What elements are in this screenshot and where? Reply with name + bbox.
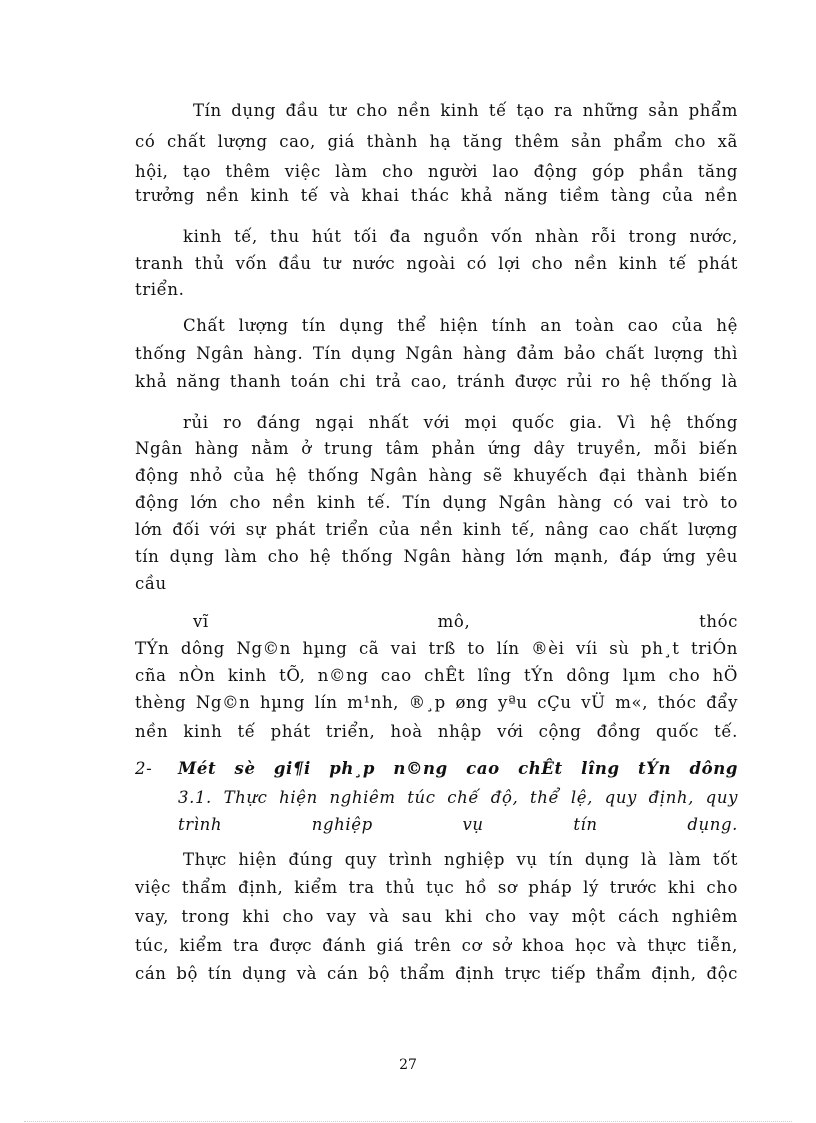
paragraph-line: Thực hiện đúng quy trình nghiệp vụ tín dụng là làm tốt (183, 850, 738, 869)
paragraph-line: cña nÒn kinh tÕ, n©ng cao chÊt lîng tÝn dông lµm cho hÖ (135, 666, 738, 685)
page-number: 27 (399, 1057, 417, 1073)
paragraph-line: động lớn cho nền kinh tế. Tín dụng Ngân hàng có vai trò to (135, 493, 738, 512)
paragraph-line: thống Ngân hàng. Tín dụng Ngân hàng đảm bảo chất lượng thì (135, 344, 738, 363)
paragraph-line: triển. (135, 280, 185, 299)
paragraph-line: cán bộ tín dụng và cán bộ thẩm định trực tiếp thẩm định, độc (135, 964, 738, 983)
paragraph-line: cầu (135, 574, 167, 593)
section-number: 2- (135, 759, 153, 778)
paragraph-line: thèng Ng©n hµng lín m¹nh, ®¸p øng yªu cÇu vÜ m«, thóc đẩy (135, 693, 738, 712)
footer-divider (24, 1121, 792, 1122)
paragraph-line: việc thẩm định, kiểm tra thủ tục hồ sơ pháp lý trước khi cho (135, 878, 738, 897)
paragraph-line: lớn đối với sự phát triển của nền kinh tế, nâng cao chất lượng (135, 520, 738, 539)
paragraph-line: rủi ro đáng ngại nhất với mọi quốc gia. Vì hệ thống (183, 413, 738, 432)
paragraph-line: kinh tế, thu hút tối đa nguồn vốn nhàn rỗi trong nước, (183, 227, 738, 246)
paragraph-line: nền kinh tế phát triển, hoà nhập với cộng đồng quốc tế. (135, 722, 738, 741)
paragraph-line: vay, trong khi cho vay và sau khi cho vay một cách nghiêm (135, 907, 738, 926)
paragraph-line: tín dụng làm cho hệ thống Ngân hàng lớn mạnh, đáp ứng yêu (135, 547, 738, 566)
paragraph-line: TÝn dông Ng©n hµng cã vai trß to lín ®èi víi sù ph¸t triÓn (135, 639, 738, 658)
subsection-heading-line: trình nghiệp vụ tín dụng. (178, 815, 738, 834)
paragraph-line: có chất lượng cao, giá thành hạ tăng thêm sản phẩm cho xã (135, 132, 738, 151)
paragraph-line: túc, kiểm tra được đánh giá trên cơ sở khoa học và thực tiễn, (135, 936, 738, 955)
paragraph-line: tranh thủ vốn đầu tư nước ngoài có lợi cho nền kinh tế phát (135, 254, 738, 273)
paragraph-line: vĩ mô, thóc (193, 612, 738, 631)
section-title: Mét sè gi¶i ph¸p n©ng cao chÊt lîng tÝn dông (178, 759, 738, 778)
paragraph-line: động nhỏ của hệ thống Ngân hàng sẽ khuyếch đại thành biến (135, 466, 738, 485)
paragraph-line: Chất lượng tín dụng thể hiện tính an toàn cao của hệ (183, 316, 738, 335)
paragraph-line: hội, tạo thêm việc làm cho người lao động góp phần tăng (135, 162, 738, 181)
paragraph-line: khả năng thanh toán chi trả cao, tránh được rủi ro hệ thống là (135, 372, 738, 391)
paragraph-line: Tín dụng đầu tư cho nền kinh tế tạo ra những sản phẩm (193, 101, 738, 120)
paragraph-line: trưởng nền kinh tế và khai thác khả năng tiềm tàng của nền (135, 186, 738, 205)
subsection-heading-line: 3.1. Thực hiện nghiêm túc chế độ, thể lệ, quy định, quy (178, 788, 738, 807)
paragraph-line: Ngân hàng nằm ở trung tâm phản ứng dây truyền, mỗi biến (135, 439, 738, 458)
